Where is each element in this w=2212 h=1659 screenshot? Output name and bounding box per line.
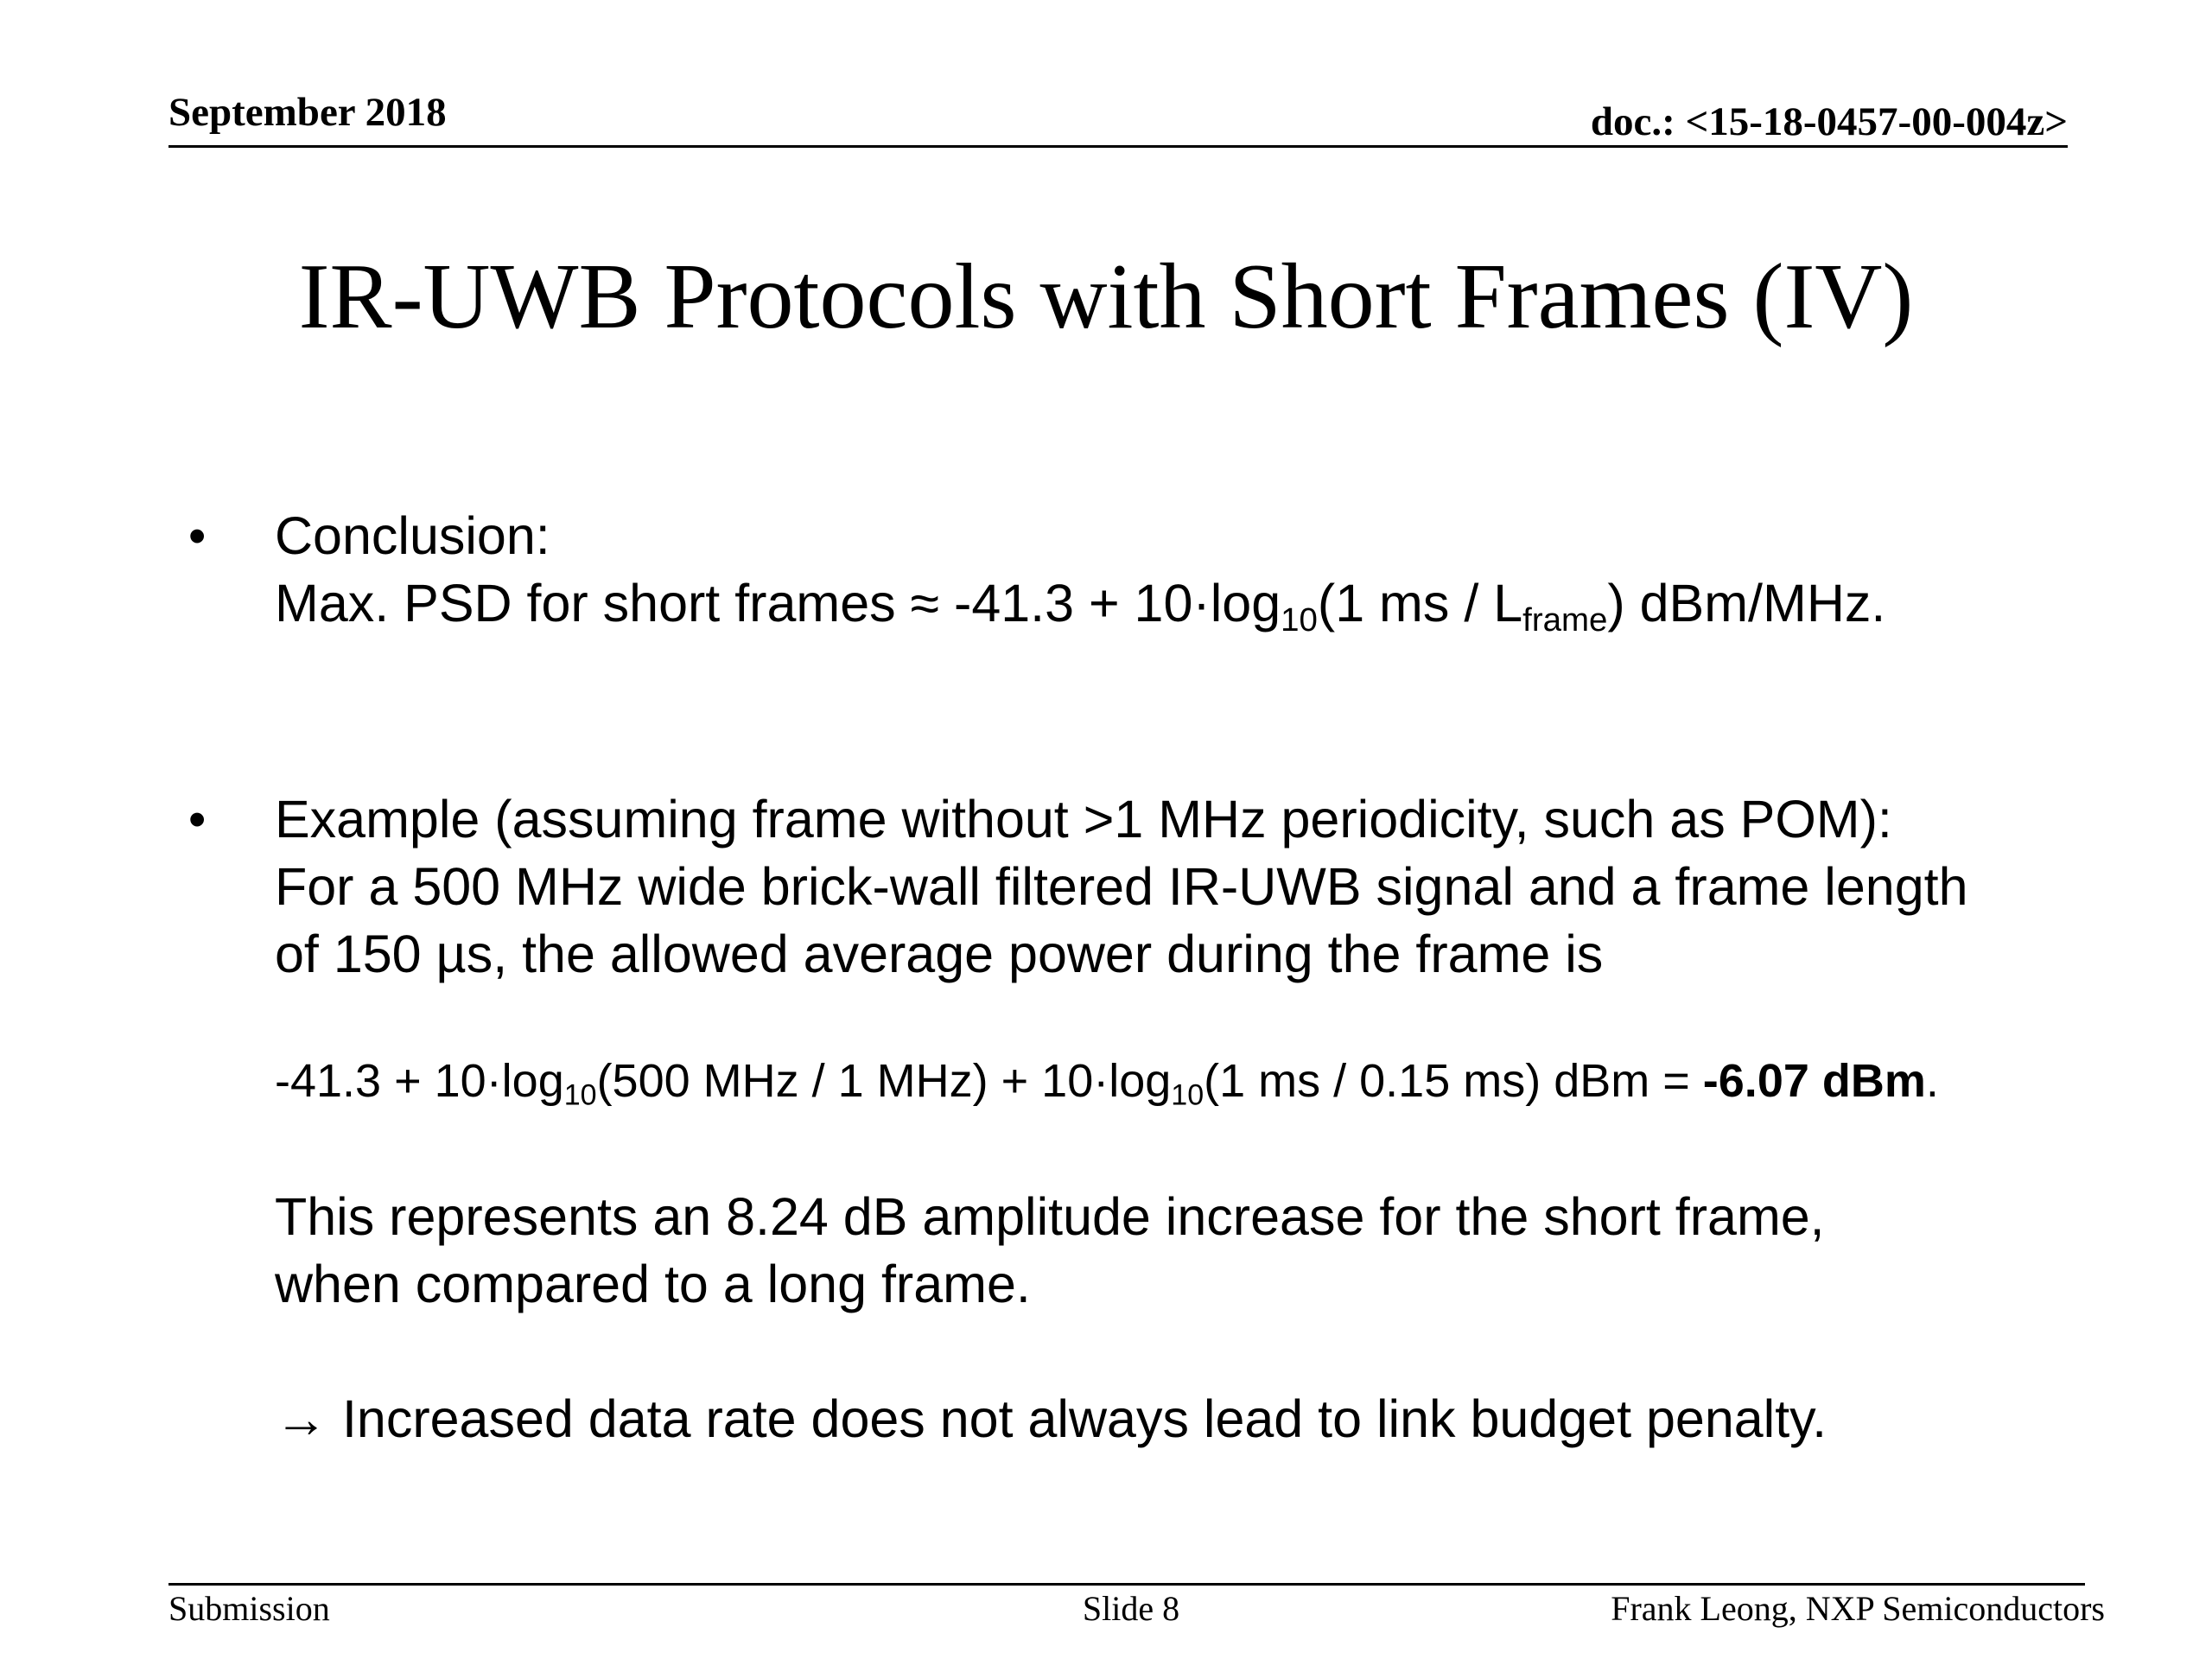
- power-equation: $-41.3 + 10\cdot\log_{10}(500$ MHz / 1 $MHz) + 10\cdot\log_{10}(1$ ms / 0.15 ms) dBm = -6.07 dBm.: [275, 1055, 1939, 1112]
- bullet-example-line: of 150 µs, the allowed average power during the frame is: [275, 925, 1604, 983]
- note-line: This represents an 8.24 dB amplitude increase for the short frame,: [275, 1187, 1825, 1246]
- bullet-conclusion-formula: Max. PSD for short frames ≈ $-41.3 + 10\cdot\log_{10}(1$ ms / $L_{frame}$) dBm/MHz.: [275, 574, 1886, 639]
- footer-divider: [168, 1583, 2085, 1586]
- bullet-conclusion-heading: Conclusion:: [275, 506, 550, 565]
- equation-result: -6.07 dBm: [1702, 1055, 1926, 1107]
- header-divider: [168, 145, 2068, 148]
- footer-slide-number: Slide 8: [1082, 1589, 1180, 1628]
- header-doc-id: doc.: <15-18-0457-00-004z>: [1590, 99, 2068, 144]
- bullet-marker: •: [188, 508, 207, 564]
- bullet-marker: •: [188, 791, 207, 848]
- header-date: September 2018: [168, 90, 447, 135]
- conclusion-arrow-line: → Increased data rate does not always lead to link budget penalty.: [275, 1389, 1827, 1448]
- bullet-example-line: For a 500 MHz wide brick-wall filtered IR-UWB signal and a frame length: [275, 857, 1968, 916]
- footer-submission: Submission: [168, 1589, 330, 1628]
- slide-title: IR-UWB Protocols with Short Frames (IV): [298, 245, 1914, 348]
- footer-author: Frank Leong, NXP Semiconductors: [1611, 1589, 2105, 1628]
- note-line: when compared to a long frame.: [275, 1255, 1031, 1313]
- bullet-example-heading: Example (assuming frame without >1 MHz periodicity, such as POM):: [275, 790, 1892, 849]
